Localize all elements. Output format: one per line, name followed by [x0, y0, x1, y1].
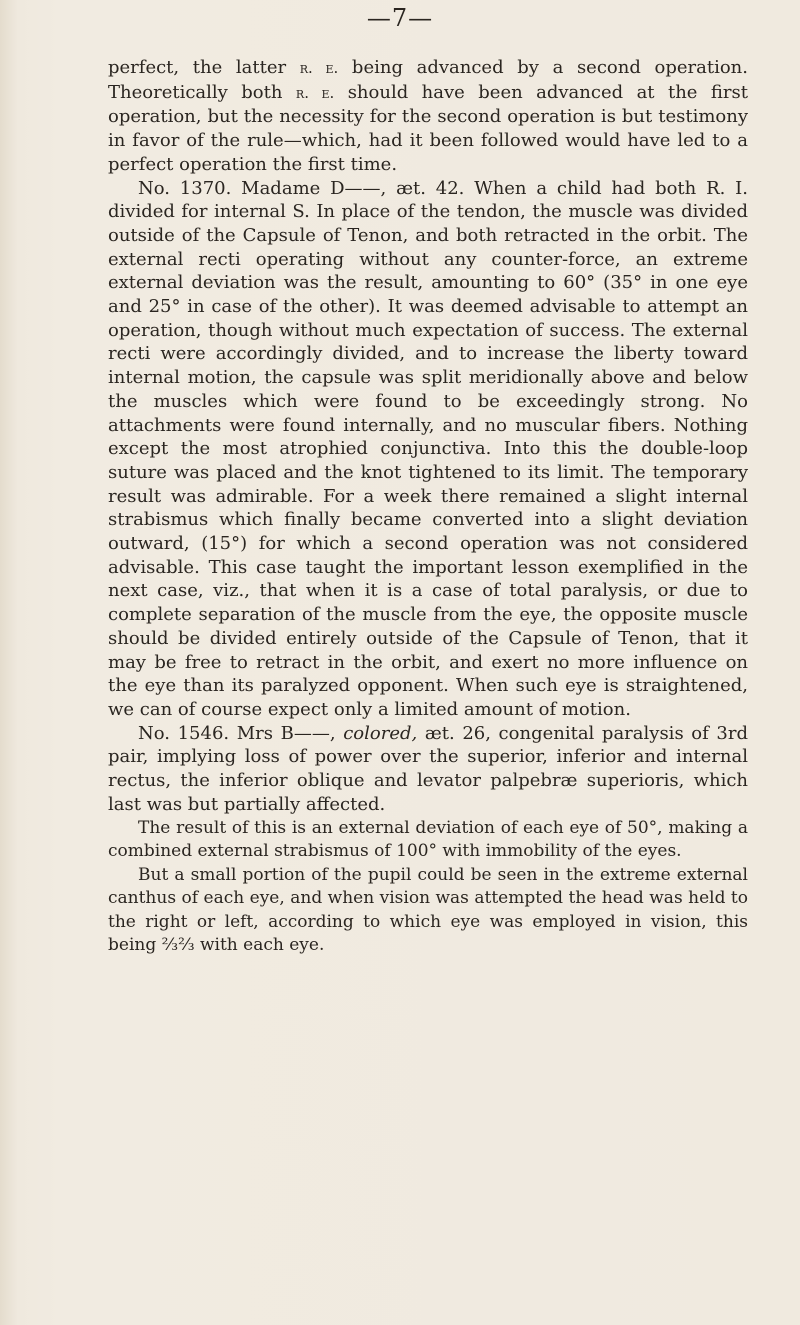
text-run: r. e. [299, 59, 339, 77]
page-text [108, 56, 748, 958]
text-run: perfect, the latter [108, 57, 300, 78]
text-run: should have been advanced at the first operation, but the necessity for the second operation is but testimony in favor of the rule—which, had it been followed would have led to a perfect operation the first time. [108, 81, 748, 175]
text-run: The result of this is an external deviation of each eye of 50°, making a combined external strabismus of 100° with immobility of the eyes. [108, 817, 748, 861]
paragraph [108, 722, 748, 817]
text-run: No. 1370. Madame D——, æt. 42. When a child had both R. I. divided for internal S. In place of the tendon, the muscle was divided outside of the Capsule of Tenon, and both retracted in the orbit. The external recti operating without any counter-force, an extreme external deviation was the result, amounting to 60° (35° in one eye and 25° in case of the other). It was deemed advisable to attempt an operation, though without much expectation of success. The external recti were accordingly divided, and to increase the liberty toward internal motion, the capsule was split meridionally above and below the muscles which were found to be exceedingly strong. No attachments were found internally, and no muscular fibers. Nothing except the most atrophied conjunctiva. Into this the double-loop suture was placed and the knot tightened to its limit. The temporary result was admirable. For a week there remained a slight internal strabismus which finally became converted into a slight deviation outward, (15°) for which a second operation was not considered advisable. This case taught the important lesson exemplified in the next case, viz., that when it is a case of total paralysis, or due to complete separation of the muscle from the eye, the opposite muscle should be divided entirely outside of the Capsule of Tenon, that it may be free to retract in the orbit, and exert no more influence on the eye than its paralyzed opponent. When such eye is straightened, we can of course expect only a limited amount of motion. [108, 177, 748, 720]
text-run: r. e. [295, 83, 335, 102]
paragraph [108, 56, 748, 177]
paragraph [108, 864, 748, 958]
text-run: being advanced by a second operation. Theoretically both [108, 57, 748, 103]
text-run: colored, [343, 722, 418, 744]
text-run: æt. 26, congenital paralysis of 3rd pair, implying loss of power over the superior, inferior and internal rectus, the inferior oblique and levator palpebræ superioris, which last was but partially affected. [108, 722, 748, 815]
page-number: —7— [366, 4, 434, 32]
text-run: No. 1546. Mrs B——, [138, 722, 344, 744]
text-run: But a small portion of the pupil could be seen in the extreme external canthus of each eye, and when vision was attempted the head was held to the right or left, according to which eye was employed in vision, this being ⅔⅔ with each eye. [108, 864, 748, 955]
paragraph [108, 177, 748, 722]
paragraph [108, 817, 748, 864]
